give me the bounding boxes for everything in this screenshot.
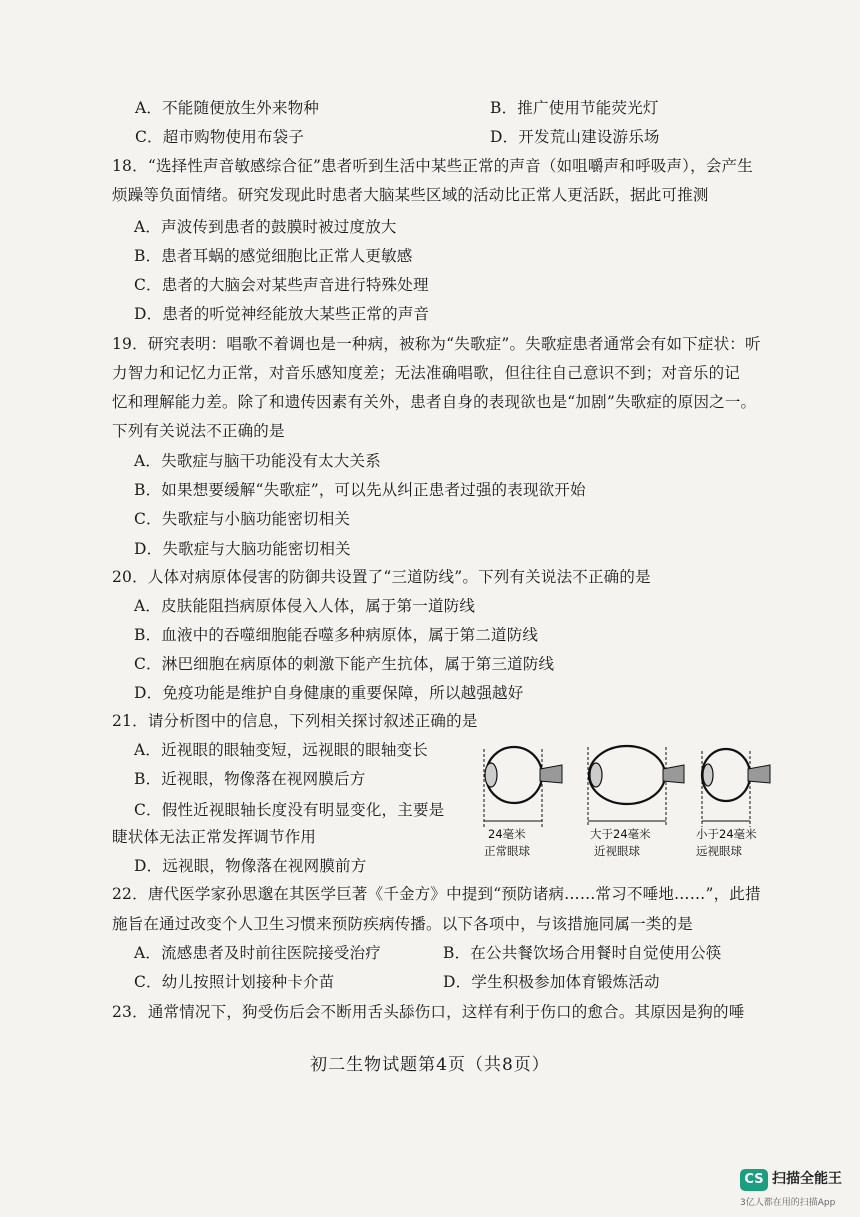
q18-stem-line2: 烦躁等负面情绪。研究发现此时患者大脑某些区域的活动比正常人更活跃，据此可推测: [112, 186, 709, 204]
q18-option-c: C．患者的大脑会对某些声音进行特殊处理: [134, 276, 429, 294]
q20-option-b: B．血液中的吞噬细胞能吞噬多种病原体，属于第二道防线: [134, 626, 539, 644]
page-footer: 初二生物试题第4页（共8页）: [310, 1055, 550, 1075]
normal-eye-illustration: [484, 747, 562, 827]
q18-stem-line1: 18．“选择性声音敏感综合征”患者听到生活中某些正常的声音（如咀嚼声和呼吸声），会产生: [112, 157, 753, 175]
q17-option-c: C．超市购物使用布袋子: [135, 128, 305, 146]
q21-option-c-line2: 睫状体无法正常发挥调节作用: [112, 828, 317, 846]
q22-stem-line2: 施旨在通过改变个人卫生习惯来预防疾病传播。以下各项中，与该措施同属一类的是: [112, 915, 693, 933]
q22-option-d: D．学生积极参加体育锻炼活动: [443, 973, 660, 991]
q23-stem-line1: 23．通常情况下，狗受伤后会不断用舌头舔伤口，这样有利于伤口的愈合。其原因是狗的唾: [112, 1003, 745, 1021]
q21-option-b: B．近视眼，物像落在视网膜后方: [134, 770, 366, 788]
q19-option-b: B．如果想要缓解“失歌症”，可以先从纠正患者过强的表现欲开始: [134, 481, 586, 499]
hyperopic-eye-length-label: 小于24毫米: [696, 827, 757, 841]
q19-stem-line1: 19．研究表明：唱歌不着调也是一种病，被称为“失歌症”。失歌症患者通常会有如下症状：听: [112, 335, 761, 353]
q22-option-b: B．在公共餐饮场合用餐时自觉使用公筷: [443, 944, 722, 962]
q19-stem-line4: 下列有关说法不正确的是: [112, 422, 285, 440]
q22-option-c: C．幼儿按照计划接种卡介苗: [134, 973, 335, 991]
scanner-watermark: [740, 1163, 850, 1213]
q19-stem-line2: 力智力和记忆力正常，对音乐感知度差；无法准确唱歌，但往往自己意识不到；对音乐的记: [112, 364, 741, 382]
myopic-eye-length-label: 大于24毫米: [590, 827, 651, 841]
q19-option-c: C．失歌症与小脑功能密切相关: [134, 510, 351, 528]
q20-option-d: D．免疫功能是维护自身健康的重要保障，所以越强越好: [134, 684, 524, 702]
q19-stem-line3: 忆和理解能力差。除了和遗传因素有关外，患者自身的表现欲也是“加剧”失歌症的原因之一。: [112, 393, 757, 411]
camscanner-logo-icon: CS: [740, 1169, 768, 1191]
scanner-app-name: 扫描全能王: [772, 1171, 842, 1187]
q18-option-a: A．声波传到患者的鼓膜时被过度放大: [134, 218, 397, 236]
normal-eye-label: 正常眼球: [484, 844, 530, 858]
q17-option-a: A．不能随便放生外来物种: [135, 99, 320, 117]
q18-option-b: B．患者耳蜗的感觉细胞比正常人更敏感: [134, 247, 413, 265]
q20-option-a: A．皮肤能阻挡病原体侵入人体，属于第一道防线: [134, 597, 476, 615]
q17-option-b: B．推广使用节能荧光灯: [490, 99, 659, 117]
q19-option-d: D．失歌症与大脑功能密切相关: [134, 540, 351, 558]
q20-option-c: C．淋巴细胞在病原体的刺激下能产生抗体，属于第三道防线: [134, 655, 555, 673]
q21-option-d: D．远视眼，物像落在视网膜前方: [134, 857, 367, 875]
q18-option-d: D．患者的听觉神经能放大某些正常的声音: [134, 305, 430, 323]
q21-stem: 21．请分析图中的信息，下列相关探讨叙述正确的是: [112, 712, 478, 730]
q22-stem-line1: 22．唐代医学家孙思邈在其医学巨著《千金方》中提到“预防诸病……常习不唾地……”，此措: [112, 885, 761, 903]
myopic-eye-illustration: [588, 746, 684, 827]
q21-option-c-line1: C．假性近视眼轴长度没有明显变化，主要是: [134, 801, 445, 819]
hyperopic-eye-illustration: [702, 749, 770, 827]
q21-option-a: A．近视眼的眼轴变短，远视眼的眼轴变长: [134, 741, 428, 759]
q20-stem: 20．人体对病原体侵害的防御共设置了“三道防线”。下列有关说法不正确的是: [112, 568, 651, 586]
q19-option-a: A．失歌症与脑干功能没有太大关系: [134, 452, 381, 470]
q22-option-a: A．流感患者及时前往医院接受治疗: [134, 944, 381, 962]
q17-option-d: D．开发荒山建设游乐场: [490, 128, 660, 146]
eye-diagram-figure: [470, 735, 780, 865]
hyperopic-eye-label: 远视眼球: [696, 844, 742, 858]
myopic-eye-label: 近视眼球: [594, 844, 640, 858]
normal-eye-length-label: 24毫米: [488, 827, 526, 841]
scanner-app-tagline: 3亿人都在用的扫描App: [740, 1198, 836, 1208]
